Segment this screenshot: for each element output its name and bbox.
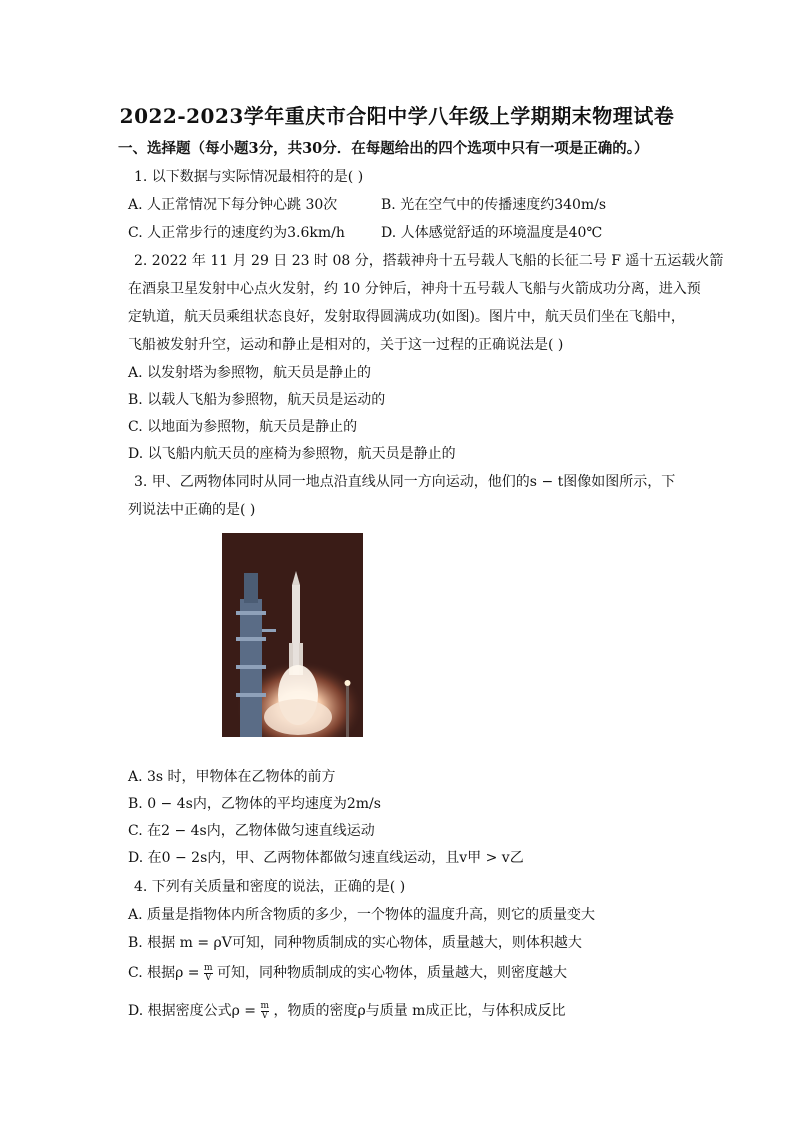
q4-stem: 4. 下列有关质量和密度的说法，正确的是( ) bbox=[134, 879, 406, 895]
q1-option-c: C. 人正常步行的速度约为3.6km/h bbox=[128, 225, 345, 241]
q2-option-a: A. 以发射塔为参照物，航天员是静止的 bbox=[128, 365, 372, 381]
q3-line-1: 3. 甲、乙两物体同时从同一地点沿直线从同一方向运动，他们的s − t图像如图所示，下 bbox=[134, 474, 676, 490]
density-fraction bbox=[204, 964, 213, 983]
q4-option-d bbox=[128, 1000, 565, 1021]
q2-line-1: 2. 2022 年 11 月 29 日 23 时 08 分，搭载神舟十五号载人飞船的长征二号 F 遥十五运载火箭 bbox=[134, 253, 724, 269]
page-title: 2022-2023学年重庆市合阳中学八年级上学期期末物理试卷 bbox=[119, 104, 675, 128]
q4-option-d-suffix: ，物质的密度ρ与质量 m成正比，与体积成反比 bbox=[273, 1003, 566, 1019]
q3-line-2: 列说法中正确的是( ) bbox=[128, 502, 256, 518]
q3-option-b: B. 0 − 4s内，乙物体的平均速度为2m/s bbox=[128, 796, 381, 812]
rocket-launch-photo bbox=[222, 533, 363, 737]
fraction-denominator: V bbox=[205, 972, 212, 983]
fraction-numerator-2: m bbox=[260, 1000, 270, 1011]
q1-option-a: A. 人正常情况下每分钟心跳 30次 bbox=[128, 197, 338, 213]
q2-line-2: 在酒泉卫星发射中心点火发射，约 10 分钟后，神舟十五号载人飞船与火箭成功分离，进入预 bbox=[128, 281, 701, 297]
q3-option-a: A. 3s 时，甲物体在乙物体的前方 bbox=[128, 769, 336, 785]
q1-option-b: B. 光在空气中的传播速度约340m/s bbox=[381, 197, 607, 213]
q4-option-c bbox=[128, 962, 567, 983]
section-heading: 一、选择题（每小题3分，共30分．在每题给出的四个选项中只有一项是正确的。） bbox=[118, 140, 649, 157]
q3-option-d: D. 在0 − 2s内，甲、乙两物体都做匀速直线运动，且v甲 > v乙 bbox=[128, 850, 524, 866]
q1-option-d: D. 人体感觉舒适的环境温度是40℃ bbox=[381, 225, 603, 241]
q4-option-a: A. 质量是指物体内所含物质的多少，一个物体的温度升高，则它的质量变大 bbox=[128, 907, 596, 923]
q2-option-c: C. 以地面为参照物，航天员是静止的 bbox=[128, 419, 358, 435]
q4-option-c-prefix: C. 根据ρ = bbox=[128, 965, 200, 981]
q2-option-d: D. 以飞船内航天员的座椅为参照物，航天员是静止的 bbox=[128, 446, 456, 462]
fraction-numerator: m bbox=[203, 962, 213, 973]
q2-line-3: 定轨道，航天员乘组状态良好，发射取得圆满成功(如图)。图片中，航天员们坐在飞船中， bbox=[128, 309, 685, 325]
q2-line-4: 飞船被发射升空，运动和静止是相对的，关于这一过程的正确说法是( ) bbox=[128, 337, 564, 353]
q4-option-b: B. 根据 m = ρV可知，同种物质制成的实心物体，质量越大，则体积越大 bbox=[128, 935, 582, 951]
q2-option-b: B. 以载人飞船为参照物，航天员是运动的 bbox=[128, 392, 386, 408]
fraction-denominator-2: V bbox=[261, 1010, 269, 1021]
q4-option-d-prefix: D. 根据密度公式ρ = bbox=[128, 1003, 257, 1019]
q4-option-c-suffix: 可知，同种物质制成的实心物体，质量越大，则密度越大 bbox=[216, 965, 567, 981]
q3-option-c: C. 在2 − 4s内，乙物体做匀速直线运动 bbox=[128, 823, 375, 839]
density-fraction-2 bbox=[261, 1002, 270, 1021]
rocket-launch-icon bbox=[222, 533, 363, 737]
q1-stem: 1. 以下数据与实际情况最相符的是( ) bbox=[134, 169, 364, 185]
